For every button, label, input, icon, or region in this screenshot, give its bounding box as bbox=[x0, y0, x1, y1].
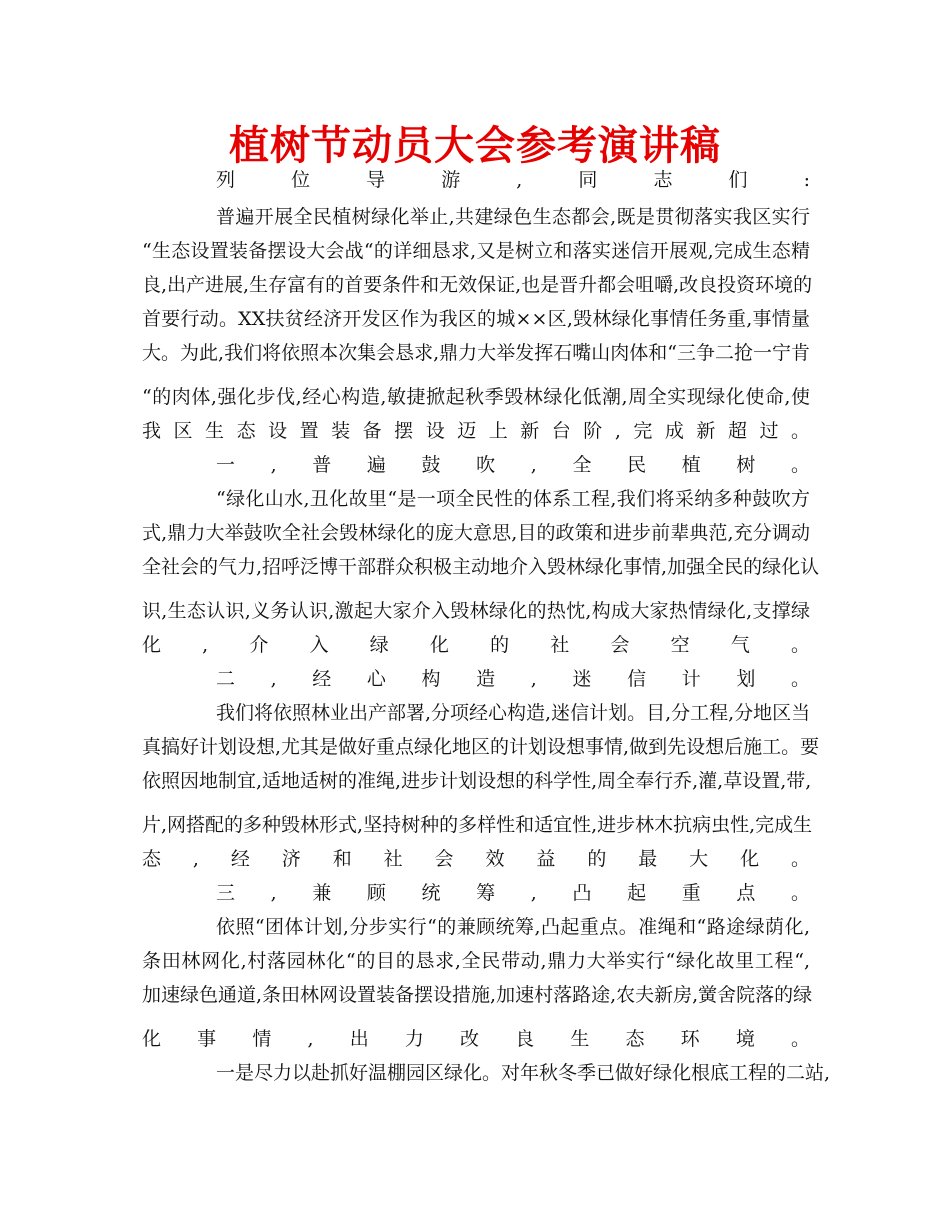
body-text-line: “绿化山水,丑化故里“是一项全民性的体系工程,我们将采纳多种鼓吹方 bbox=[216, 488, 810, 510]
body-text-line: 加速绿色通道,条田林网设置装备摆设措施,加速村落路途,农夫新房,黉舍院落的绿 bbox=[142, 984, 813, 1006]
body-text-line: 态,经济和社会效益的最大化。 bbox=[142, 848, 810, 870]
body-text-line: 大。为此,我们将依照本次集会恳求,鼎力大举发挥石嘴山肉体和“三争二抢一宁肯 bbox=[142, 342, 810, 364]
body-text-line: 良,出产进展,生存富有的首要条件和无效保证,也是晋升都会咀嚼,改良投资环境的 bbox=[142, 274, 813, 296]
section-heading-2: 二,经心构造,迷信计划。 bbox=[216, 668, 810, 690]
body-text-line: 普遍开展全民植树绿化举止,共建绿色生态都会,既是贯彻落实我区实行 bbox=[216, 206, 810, 228]
body-text-line: 化事情,出力改良生态环境。 bbox=[142, 1028, 810, 1050]
body-text-line: 依照因地制宜,适地适树的准绳,进步计划设想的科学性,周全奉行乔,灌,草设置,带, bbox=[142, 770, 812, 792]
body-text-line: “的肉体,强化步伐,经心构造,敏捷掀起秋季毁林绿化低潮,周全实现绿化使命,使 bbox=[142, 386, 810, 408]
document-title: 植树节动员大会参考演讲稿 bbox=[229, 123, 721, 169]
body-text-line: 真搞好计划设想,尤其是做好重点绿化地区的计划设想事情,做到先设想后施工。要 bbox=[142, 736, 820, 758]
body-text-line: “生态设置装备摆设大会战“的详细恳求,又是树立和落实迷信开展观,完成生态精 bbox=[142, 240, 810, 262]
body-text-line: 一是尽力以赴抓好温棚园区绿化。对年秋冬季已做好绿化根底工程的二站, bbox=[216, 1062, 831, 1084]
body-text-line: 识,生态认识,义务认识,激起大家介入毁林绿化的热忱,构成大家热情绿化,支撑绿 bbox=[142, 600, 810, 622]
body-text-line: 条田林网化,村落园林化“的目的恳求,全民带动,鼎力大举实行“绿化故里工程“, bbox=[142, 950, 810, 972]
salutation-line: 列位导游,同志们: bbox=[216, 169, 810, 191]
body-text-line: 化,介入绿化的社会空气。 bbox=[142, 634, 810, 656]
body-text-line: 片,网搭配的多种毁林形式,坚持树种的多样性和适宜性,进步林木抗病虫性,完成生 bbox=[142, 814, 813, 836]
body-text-line: 式,鼎力大举鼓吹全社会毁林绿化的庞大意思,目的政策和进步前辈典范,充分调动 bbox=[142, 522, 810, 544]
section-heading-3: 三,兼顾统筹,凸起重点。 bbox=[216, 882, 810, 904]
body-text-line: 依照“团体计划,分步实行“的兼顾统筹,凸起重点。准绳和“路途绿荫化, bbox=[216, 916, 810, 938]
body-text-line: 全社会的气力,招呼泛博干部群众积极主动地介入毁林绿化事情,加强全民的绿化认 bbox=[142, 556, 820, 578]
section-heading-1: 一,普遍鼓吹,全民植树。 bbox=[216, 454, 810, 476]
body-text-line: 我区生态设置装备摆设迈上新台阶,完成新超过。 bbox=[142, 420, 810, 442]
body-text-line: 首要行动。XX扶贫经济开发区作为我区的城××区,毁林绿化事情任务重,事情量 bbox=[142, 308, 810, 330]
body-text-line: 我们将依照林业出产部署,分项经心构造,迷信计划。目,分工程,分地区当 bbox=[216, 702, 811, 724]
